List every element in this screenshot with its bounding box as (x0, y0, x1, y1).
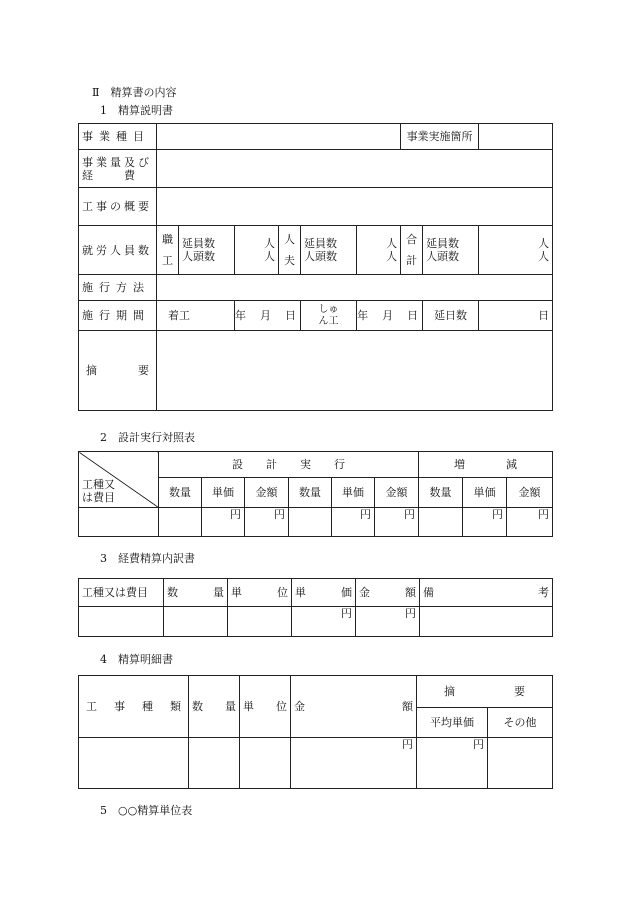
heading-3: 3 経費精算内訳書 (100, 552, 195, 565)
label-seko-kikan: 施行期間 (79, 301, 157, 331)
label-jigyoryo: 事業量及び 経 費 (79, 150, 157, 188)
cell-kingaku: 円 (291, 738, 417, 789)
cell-shokko-labels: 延員数 人頭数 (179, 226, 235, 275)
cell-gokei: 合 計 (401, 226, 423, 275)
col-tanka-1: 単価 (202, 478, 245, 508)
heading-5: 5 ○○精算単位表 (100, 804, 193, 817)
cell-tanka-3: 円 (463, 508, 507, 537)
cell-biko (420, 607, 553, 637)
cell-kingaku-1: 円 (245, 508, 289, 537)
header-sekkei-jikko: 設 計 実 行 (159, 452, 419, 478)
col-kingaku-3: 金額 (507, 478, 553, 508)
col-suryo-3: 数量 (419, 478, 463, 508)
cell-sonota (488, 738, 553, 789)
value-jigyoryo (157, 150, 553, 188)
table-keihi-uchiwake (78, 578, 553, 637)
header-tanka: 単 価 (292, 579, 356, 607)
header-tani: 単 位 (240, 676, 291, 738)
cell-gokei-labels: 延員数 人頭数 (423, 226, 479, 275)
cell-chakko-date: 年 月 日 (235, 301, 301, 331)
cell-ninpu: 人 夫 (279, 226, 301, 275)
cell-ninpu-units: 人 人 (357, 226, 401, 275)
cell-suryo (164, 607, 228, 637)
cell-suryo (189, 738, 240, 789)
cell-suryo-1 (159, 508, 202, 537)
label-tekiyo: 摘 要 (79, 331, 157, 411)
header-koshu: 工種又は費目 (79, 579, 164, 607)
value-jigyo-jisshi (479, 124, 553, 150)
label-shuro: 就労人員数 (79, 226, 157, 275)
label-nobe-nissu: 延日数 (423, 301, 479, 331)
label-jigyo-jisshi: 事業実施箇所 (401, 124, 479, 150)
cell-kingaku-2: 円 (375, 508, 419, 537)
label-koji-gaiyo: 工事の概要 (79, 188, 157, 226)
value-jigyo-shumoku (157, 124, 401, 150)
heading-2: 2 設計実行対照表 (100, 431, 195, 444)
cell-tani (240, 738, 291, 789)
cell-heikin-tanka: 円 (417, 738, 488, 789)
header-koji-shurui: 工 事 種 類 (79, 676, 189, 738)
header-tekiyo: 摘 要 (417, 676, 553, 708)
value-seko-hoho (157, 275, 553, 301)
heading-4: 4 精算明細書 (100, 653, 173, 666)
cell-suryo-2 (289, 508, 332, 537)
header-heikin-tanka: 平均単価 (417, 708, 488, 738)
cell-tanka: 円 (292, 607, 356, 637)
cell-koji-shurui (79, 738, 189, 789)
cell-gokei-units: 人 人 (479, 226, 553, 275)
cell-tani (228, 607, 292, 637)
header-kingaku: 金 額 (356, 579, 420, 607)
header-koshu-diagonal: 工種又 は費目 (79, 452, 159, 508)
col-kingaku-1: 金額 (245, 478, 289, 508)
cell-suryo-3 (419, 508, 463, 537)
value-nobe-nissu: 日 (479, 301, 553, 331)
col-suryo-1: 数量 (159, 478, 202, 508)
col-suryo-2: 数量 (289, 478, 332, 508)
value-tekiyo (157, 331, 553, 411)
table-sekkei-jikko (78, 451, 553, 537)
cell-shunko-date: 年 月 日 (357, 301, 423, 331)
cell-koshu (79, 508, 159, 537)
col-kingaku-2: 金額 (375, 478, 419, 508)
header-sonota: その他 (488, 708, 553, 738)
cell-shokko-units: 人 人 (235, 226, 279, 275)
table-seisan-meisai (78, 675, 553, 789)
cell-shokko: 職 工 (157, 226, 179, 275)
cell-ninpu-labels: 延員数 人頭数 (301, 226, 357, 275)
label-jigyo-shumoku: 事業種目 (79, 124, 157, 150)
value-koji-gaiyo (157, 188, 553, 226)
header-kingaku: 金 額 (291, 676, 417, 738)
heading-1: 1 精算説明書 (100, 104, 173, 117)
header-suryo: 数 量 (189, 676, 240, 738)
cell-shunko: しゅ ん工 (301, 301, 357, 331)
col-tanka-2: 単価 (332, 478, 375, 508)
header-zogen: 増 減 (419, 452, 553, 478)
cell-tanka-2: 円 (332, 508, 375, 537)
col-tanka-3: 単価 (463, 478, 507, 508)
section-title: Ⅱ 精算書の内容 (92, 86, 177, 99)
cell-kingaku: 円 (356, 607, 420, 637)
cell-tanka-1: 円 (202, 508, 245, 537)
table-seisan-setsumei (78, 123, 553, 411)
cell-chakko: 着工 (157, 301, 235, 331)
cell-kingaku-3: 円 (507, 508, 553, 537)
header-suryo: 数 量 (164, 579, 228, 607)
header-biko: 備 考 (420, 579, 553, 607)
label-seko-hoho: 施行方法 (79, 275, 157, 301)
header-tani: 単 位 (228, 579, 292, 607)
cell-koshu (79, 607, 164, 637)
